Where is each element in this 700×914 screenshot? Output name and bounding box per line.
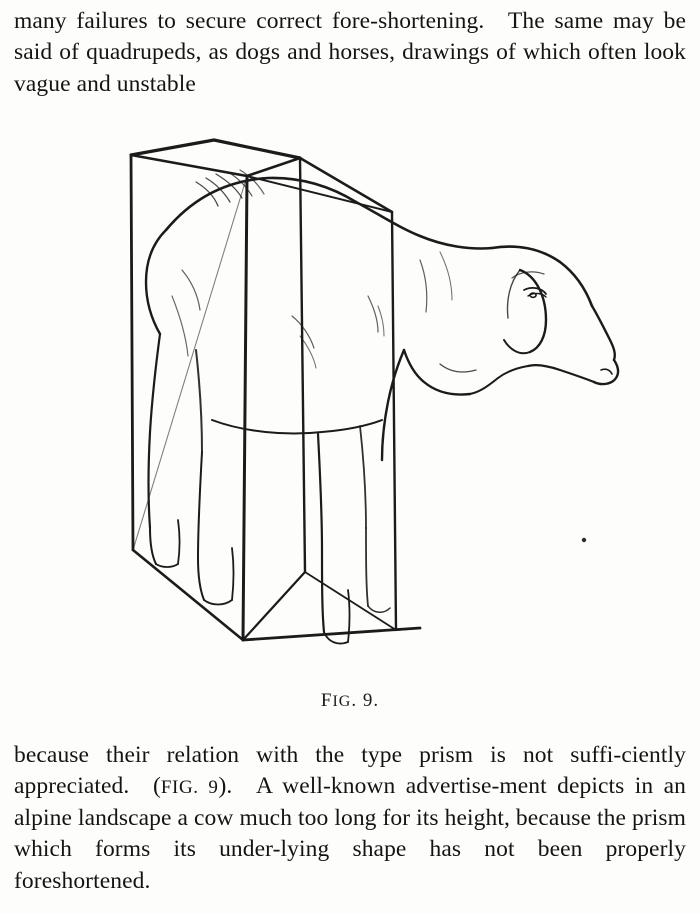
- figure-illustration: [0, 120, 700, 720]
- bottom-paragraph: [14, 740, 686, 897]
- figure-caption-smallcaps: IG: [332, 693, 352, 710]
- inline-figure-reference: FIG. 9: [160, 777, 219, 799]
- bottom-text-block: [0, 740, 700, 897]
- top-text-block: [0, 6, 700, 100]
- top-paragraph: many failures to secure correct fore-shortening. The same may be said of quadrupeds, as dogs and horses, drawings of which often look vague and unstable: [14, 8, 686, 97]
- figure-caption-prefix: F: [320, 690, 333, 711]
- figure-caption: [0, 690, 700, 712]
- bottom-paragraph-part1: because their relation with the type prism is not suffi-ciently appreciated. (: [14, 742, 686, 800]
- figure-caption-suffix: . 9.: [351, 690, 380, 711]
- bottom-paragraph-part2: ). A well-known advertise-ment depicts in an alpine landscape a cow much too long for its height, because the prism which forms its under-lying shape has not been properly foreshortened.: [14, 773, 686, 894]
